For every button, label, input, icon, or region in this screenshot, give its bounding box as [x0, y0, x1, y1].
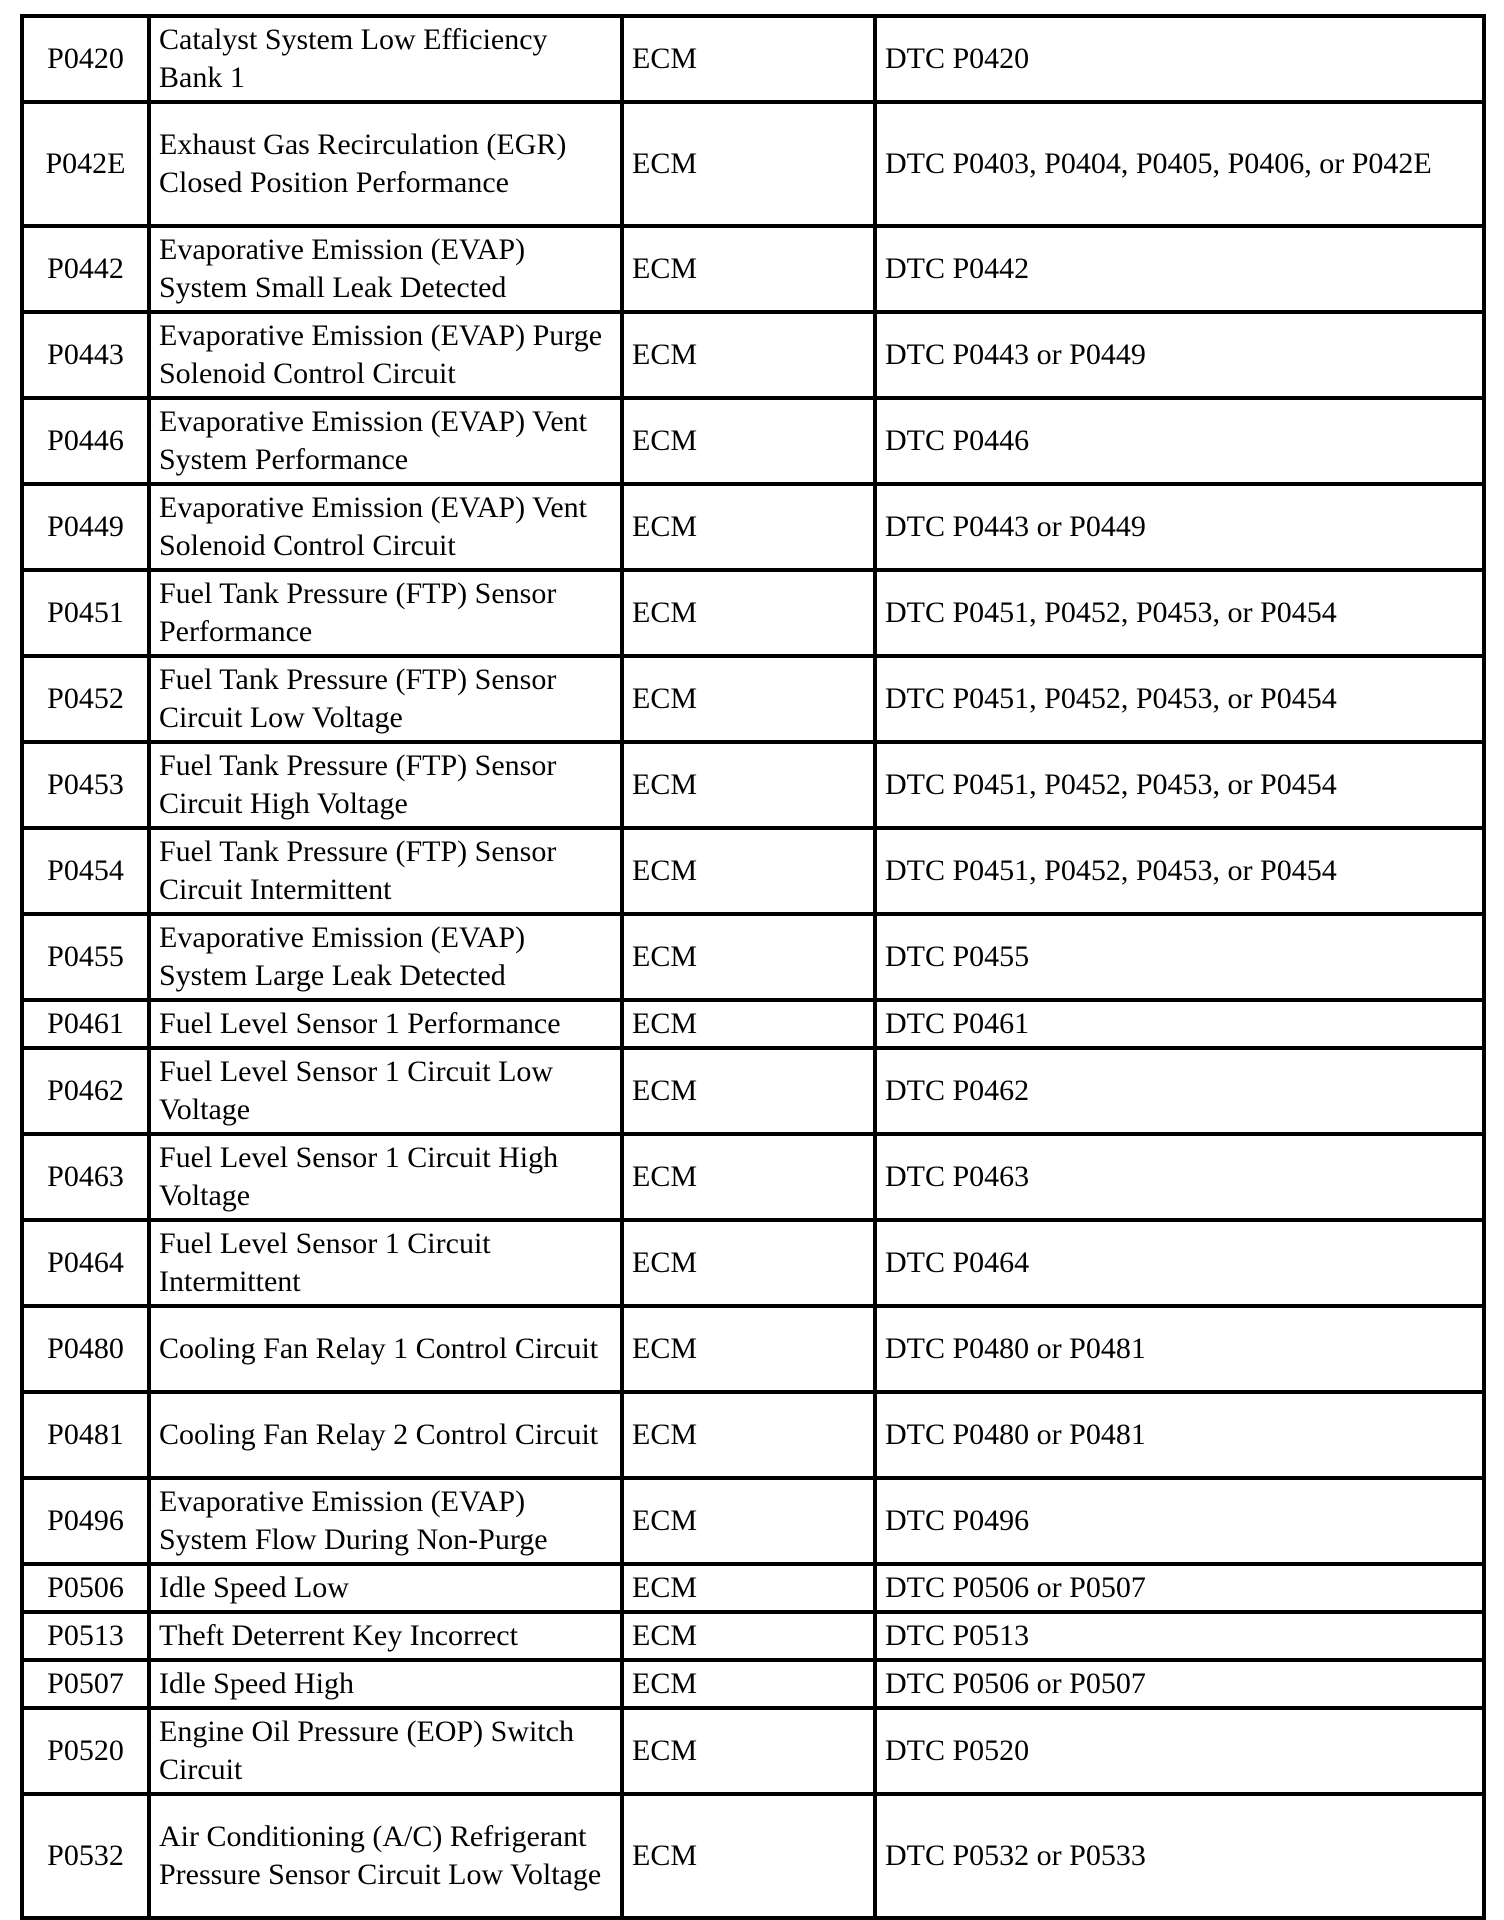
table-row: [22, 312, 1484, 398]
dtc-description-cell: Fuel Tank Pressure (FTP) Sensor Circuit High Voltage: [149, 742, 622, 828]
dtc-table-body: [22, 16, 1484, 1918]
table-row: [22, 1392, 1484, 1478]
dtc-description-cell: Fuel Level Sensor 1 Circuit Intermittent: [149, 1220, 622, 1306]
dtc-reference-cell: DTC P0463: [875, 1134, 1484, 1220]
dtc-code-cell: P0463: [22, 1134, 149, 1220]
dtc-description-cell: Cooling Fan Relay 2 Control Circuit: [149, 1392, 622, 1478]
dtc-reference-cell: DTC P0420: [875, 16, 1484, 102]
dtc-module-cell: ECM: [622, 1392, 875, 1478]
dtc-code-cell: P0462: [22, 1048, 149, 1134]
table-row: [22, 1220, 1484, 1306]
dtc-reference-cell: DTC P0480 or P0481: [875, 1306, 1484, 1392]
dtc-code-cell: P0461: [22, 1000, 149, 1048]
dtc-code-cell: P0452: [22, 656, 149, 742]
table-row: [22, 1660, 1484, 1708]
dtc-reference-cell: DTC P0451, P0452, P0453, or P0454: [875, 828, 1484, 914]
dtc-reference-cell: DTC P0442: [875, 226, 1484, 312]
dtc-reference-cell: DTC P0446: [875, 398, 1484, 484]
dtc-module-cell: ECM: [622, 1660, 875, 1708]
table-row: [22, 1306, 1484, 1392]
dtc-description-cell: Cooling Fan Relay 1 Control Circuit: [149, 1306, 622, 1392]
table-row: [22, 102, 1484, 226]
table-row: [22, 484, 1484, 570]
dtc-module-cell: ECM: [622, 1000, 875, 1048]
dtc-module-cell: ECM: [622, 828, 875, 914]
dtc-reference-cell: DTC P0480 or P0481: [875, 1392, 1484, 1478]
dtc-code-cell: P0453: [22, 742, 149, 828]
dtc-code-cell: P0532: [22, 1794, 149, 1918]
dtc-code-cell: P0513: [22, 1612, 149, 1660]
dtc-code-cell: P0506: [22, 1564, 149, 1612]
dtc-module-cell: ECM: [622, 1612, 875, 1660]
dtc-reference-cell: DTC P0455: [875, 914, 1484, 1000]
dtc-table: [20, 14, 1486, 1920]
dtc-module-cell: ECM: [622, 1134, 875, 1220]
dtc-reference-cell: DTC P0451, P0452, P0453, or P0454: [875, 570, 1484, 656]
dtc-code-cell: P0496: [22, 1478, 149, 1564]
dtc-description-cell: Evaporative Emission (EVAP) System Flow During Non-Purge: [149, 1478, 622, 1564]
dtc-module-cell: ECM: [622, 914, 875, 1000]
dtc-code-cell: P0520: [22, 1708, 149, 1794]
dtc-code-cell: P0480: [22, 1306, 149, 1392]
dtc-reference-cell: DTC P0506 or P0507: [875, 1564, 1484, 1612]
table-row: [22, 1478, 1484, 1564]
dtc-reference-cell: DTC P0464: [875, 1220, 1484, 1306]
dtc-module-cell: ECM: [622, 312, 875, 398]
dtc-description-cell: Theft Deterrent Key Incorrect: [149, 1612, 622, 1660]
dtc-code-cell: P0455: [22, 914, 149, 1000]
dtc-description-cell: Idle Speed High: [149, 1660, 622, 1708]
dtc-reference-cell: DTC P0462: [875, 1048, 1484, 1134]
dtc-description-cell: Evaporative Emission (EVAP) System Small Leak Detected: [149, 226, 622, 312]
dtc-description-cell: Evaporative Emission (EVAP) Vent System Performance: [149, 398, 622, 484]
dtc-description-cell: Fuel Tank Pressure (FTP) Sensor Circuit Low Voltage: [149, 656, 622, 742]
table-row: [22, 914, 1484, 1000]
dtc-reference-cell: DTC P0403, P0404, P0405, P0406, or P042E: [875, 102, 1484, 226]
dtc-code-cell: P0446: [22, 398, 149, 484]
dtc-description-cell: Evaporative Emission (EVAP) System Large Leak Detected: [149, 914, 622, 1000]
dtc-module-cell: ECM: [622, 16, 875, 102]
table-row: [22, 1612, 1484, 1660]
table-row: [22, 570, 1484, 656]
dtc-reference-cell: DTC P0513: [875, 1612, 1484, 1660]
dtc-description-cell: Fuel Level Sensor 1 Circuit Low Voltage: [149, 1048, 622, 1134]
dtc-module-cell: ECM: [622, 1306, 875, 1392]
dtc-module-cell: ECM: [622, 1794, 875, 1918]
table-row: [22, 1048, 1484, 1134]
dtc-module-cell: ECM: [622, 742, 875, 828]
dtc-description-cell: Fuel Level Sensor 1 Performance: [149, 1000, 622, 1048]
dtc-reference-cell: DTC P0451, P0452, P0453, or P0454: [875, 742, 1484, 828]
dtc-module-cell: ECM: [622, 1048, 875, 1134]
dtc-code-cell: P0464: [22, 1220, 149, 1306]
dtc-description-cell: Evaporative Emission (EVAP) Purge Solenoid Control Circuit: [149, 312, 622, 398]
table-row: [22, 1134, 1484, 1220]
dtc-description-cell: Exhaust Gas Recirculation (EGR) Closed Position Performance: [149, 102, 622, 226]
dtc-module-cell: ECM: [622, 484, 875, 570]
dtc-module-cell: ECM: [622, 226, 875, 312]
table-row: [22, 226, 1484, 312]
table-row: [22, 16, 1484, 102]
dtc-reference-cell: DTC P0532 or P0533: [875, 1794, 1484, 1918]
dtc-reference-cell: DTC P0461: [875, 1000, 1484, 1048]
dtc-reference-cell: DTC P0506 or P0507: [875, 1660, 1484, 1708]
dtc-code-cell: P0454: [22, 828, 149, 914]
dtc-module-cell: ECM: [622, 1220, 875, 1306]
dtc-code-cell: P0507: [22, 1660, 149, 1708]
dtc-code-cell: P0451: [22, 570, 149, 656]
table-row: [22, 828, 1484, 914]
dtc-reference-cell: DTC P0443 or P0449: [875, 484, 1484, 570]
dtc-description-cell: Engine Oil Pressure (EOP) Switch Circuit: [149, 1708, 622, 1794]
dtc-reference-cell: DTC P0443 or P0449: [875, 312, 1484, 398]
dtc-description-cell: Evaporative Emission (EVAP) Vent Solenoid Control Circuit: [149, 484, 622, 570]
dtc-module-cell: ECM: [622, 656, 875, 742]
table-row: [22, 1794, 1484, 1918]
dtc-code-cell: P0449: [22, 484, 149, 570]
table-row: [22, 742, 1484, 828]
dtc-code-cell: P042E: [22, 102, 149, 226]
table-row: [22, 1564, 1484, 1612]
dtc-description-cell: Idle Speed Low: [149, 1564, 622, 1612]
dtc-code-cell: P0420: [22, 16, 149, 102]
dtc-description-cell: Air Conditioning (A/C) Refrigerant Pressure Sensor Circuit Low Voltage: [149, 1794, 622, 1918]
dtc-module-cell: ECM: [622, 570, 875, 656]
dtc-description-cell: Catalyst System Low Efficiency Bank 1: [149, 16, 622, 102]
dtc-reference-cell: DTC P0496: [875, 1478, 1484, 1564]
dtc-code-cell: P0443: [22, 312, 149, 398]
table-row: [22, 398, 1484, 484]
dtc-description-cell: Fuel Tank Pressure (FTP) Sensor Performance: [149, 570, 622, 656]
table-row: [22, 1000, 1484, 1048]
dtc-module-cell: ECM: [622, 1708, 875, 1794]
dtc-reference-cell: DTC P0520: [875, 1708, 1484, 1794]
dtc-module-cell: ECM: [622, 1564, 875, 1612]
dtc-module-cell: ECM: [622, 102, 875, 226]
dtc-code-cell: P0442: [22, 226, 149, 312]
dtc-module-cell: ECM: [622, 398, 875, 484]
dtc-code-cell: P0481: [22, 1392, 149, 1478]
dtc-description-cell: Fuel Level Sensor 1 Circuit High Voltage: [149, 1134, 622, 1220]
dtc-reference-cell: DTC P0451, P0452, P0453, or P0454: [875, 656, 1484, 742]
table-row: [22, 1708, 1484, 1794]
table-row: [22, 656, 1484, 742]
dtc-module-cell: ECM: [622, 1478, 875, 1564]
dtc-description-cell: Fuel Tank Pressure (FTP) Sensor Circuit Intermittent: [149, 828, 622, 914]
